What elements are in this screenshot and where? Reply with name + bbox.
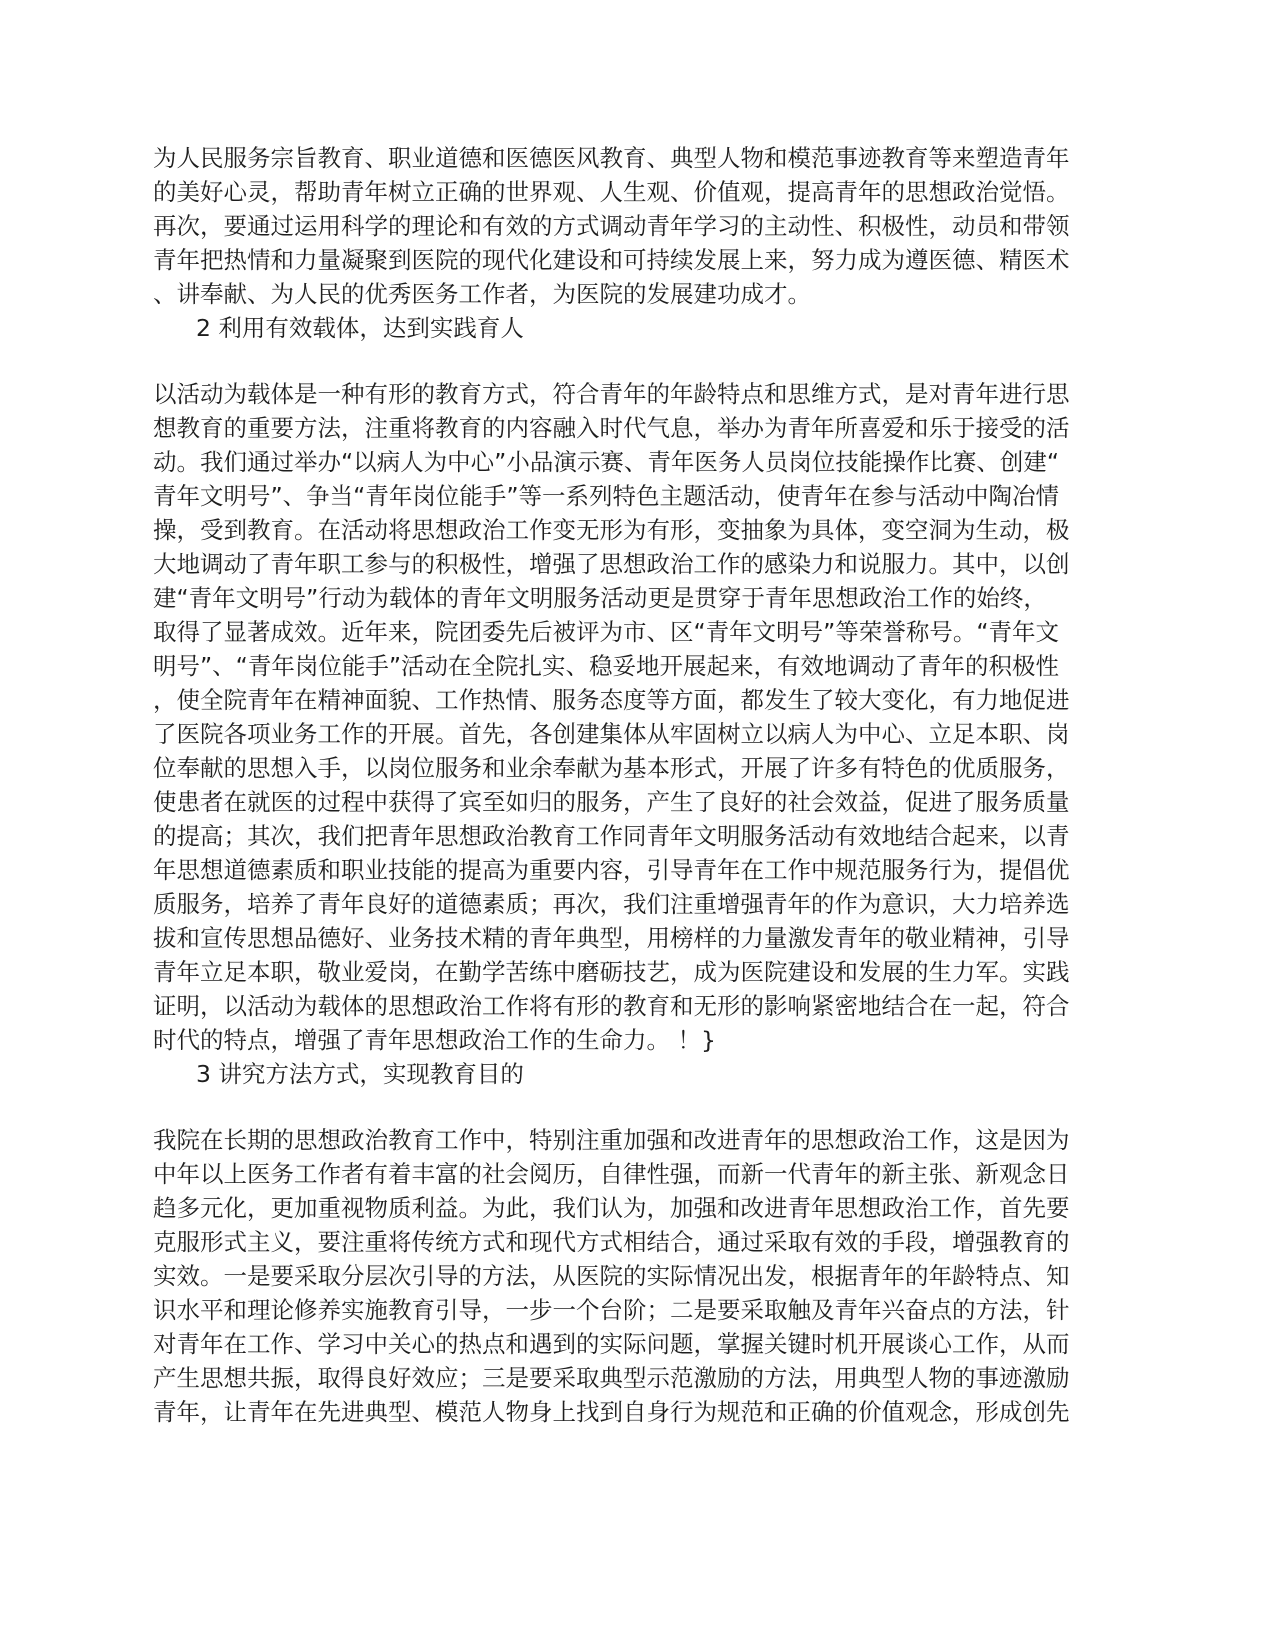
paragraph-line: ，使全院青年在精神面貌、工作热情、服务态度等方面，都发生了较大变化，有力地促进 [153, 686, 1070, 714]
paragraph-line: 以活动为载体是一种有形的教育方式，符合青年的年龄特点和思维方式，是对青年进行思 [153, 380, 1070, 408]
paragraph-line: 青年，让青年在先进典型、模范人物身上找到自身行为规范和正确的价值观念，形成创先 [153, 1398, 1070, 1426]
paragraph-line: 为人民服务宗旨教育、职业道德和医德医风教育、典型人物和模范事迹教育等来塑造青年 [153, 144, 1070, 172]
paragraph-line: 实效。一是要采取分层次引导的方法，从医院的实际情况出发，根据青年的年龄特点、知 [153, 1262, 1070, 1290]
paragraph-line: 青年把热情和力量凝聚到医院的现代化建设和可持续发展上来，努力成为遵医德、精医术 [153, 246, 1070, 274]
section-heading-2: 2 利用有效载体，达到实践育人 [196, 314, 524, 342]
paragraph-line: 时代的特点，增强了青年思想政治工作的生命力。 ！} [153, 1026, 716, 1054]
paragraph-line: 我院在长期的思想政治教育工作中，特别注重加强和改进青年的思想政治工作，这是因为 [153, 1126, 1070, 1154]
paragraph-line: 了医院各项业务工作的开展。首先，各创建集体从牢固树立以病人为中心、立足本职、岗 [153, 720, 1070, 748]
paragraph-line: 使患者在就医的过程中获得了宾至如归的服务，产生了良好的社会效益，促进了服务质量 [153, 788, 1070, 816]
paragraph-line: 中年以上医务工作者有着丰富的社会阅历，自律性强，而新一代青年的新主张、新观念日 [153, 1160, 1070, 1188]
paragraph-line: 产生思想共振，取得良好效应；三是要采取典型示范激励的方法，用典型人物的事迹激励 [153, 1364, 1070, 1392]
paragraph-line: 明号”、“青年岗位能手”活动在全院扎实、稳妥地开展起来，有效地调动了青年的积极性 [153, 652, 1060, 680]
paragraph-line: 动。我们通过举办“以病人为中心”小品演示赛、青年医务人员岗位技能操作比赛、创建“ [153, 448, 1060, 476]
paragraph-line: 克服形式主义，要注重将传统方式和现代方式相结合，通过采取有效的手段，增强教育的 [153, 1228, 1070, 1256]
paragraph-line: 对青年在工作、学习中关心的热点和遇到的实际问题，掌握关键时机开展谈心工作，从而 [153, 1330, 1070, 1358]
paragraph-line: 的提高；其次，我们把青年思想政治教育工作同青年文明服务活动有效地结合起来，以青 [153, 822, 1070, 850]
paragraph-line: 趋多元化，更加重视物质利益。为此，我们认为，加强和改进青年思想政治工作，首先要 [153, 1194, 1070, 1222]
paragraph-line: 建“青年文明号”行动为载体的青年文明服务活动更是贯穿于青年思想政治工作的始终， [153, 584, 1047, 612]
paragraph-line: 青年文明号”、争当“青年岗位能手”等一系列特色主题活动，使青年在参与活动中陶冶情 [153, 482, 1060, 510]
paragraph-line: 再次，要通过运用科学的理论和有效的方式调动青年学习的主动性、积极性，动员和带领 [153, 212, 1070, 240]
paragraph-line: 拔和宣传思想品德好、业务技术精的青年典型，用榜样的力量激发青年的敬业精神，引导 [153, 924, 1070, 952]
paragraph-line: 青年立足本职，敬业爱岗，在勤学苦练中磨砺技艺，成为医院建设和发展的生力军。实践 [153, 958, 1070, 986]
section-heading-3: 3 讲究方法方式，实现教育目的 [196, 1060, 524, 1088]
paragraph-line: 质服务，培养了青年良好的道德素质；再次，我们注重增强青年的作为意识，大力培养选 [153, 890, 1070, 918]
paragraph-line: 年思想道德素质和职业技能的提高为重要内容，引导青年在工作中规范服务行为，提倡优 [153, 856, 1070, 884]
paragraph-line: 识水平和理论修养实施教育引导，一步一个台阶；二是要采取触及青年兴奋点的方法，针 [153, 1296, 1070, 1324]
paragraph-line: 的美好心灵，帮助青年树立正确的世界观、人生观、价值观，提高青年的思想政治觉悟。 [153, 178, 1070, 206]
paragraph-line: 位奉献的思想入手，以岗位服务和业余奉献为基本形式，开展了许多有特色的优质服务， [153, 754, 1070, 782]
paragraph-line: 想教育的重要方法，注重将教育的内容融入时代气息，举办为青年所喜爱和乐于接受的活 [153, 414, 1070, 442]
paragraph-line: 大地调动了青年职工参与的积极性，增强了思想政治工作的感染力和说服力。其中，以创 [153, 550, 1070, 578]
paragraph-line: 、讲奉献、为人民的优秀医务工作者，为医院的发展建功成才。 [153, 280, 811, 308]
paragraph-line: 证明，以活动为载体的思想政治工作将有形的教育和无形的影响紧密地结合在一起，符合 [153, 992, 1070, 1020]
paragraph-line: 操，受到教育。在活动将思想政治工作变无形为有形，变抽象为具体，变空洞为生动，极 [153, 516, 1070, 544]
paragraph-line: 取得了显著成效。近年来，院团委先后被评为市、区“青年文明号”等荣誉称号。“青年文 [153, 618, 1060, 646]
